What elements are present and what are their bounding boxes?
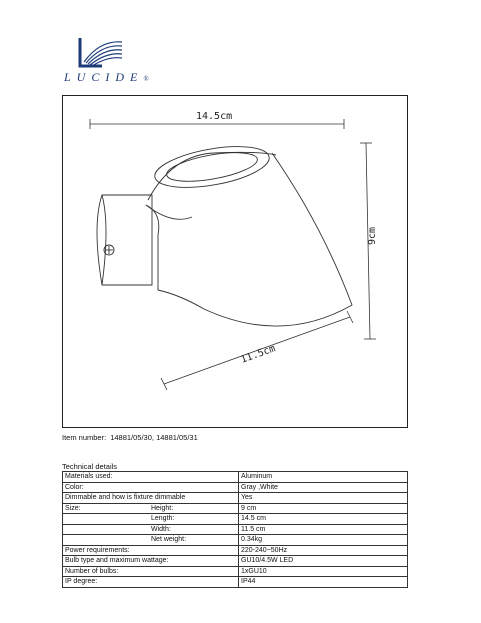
product-drawing — [62, 95, 408, 428]
logo-mark — [80, 38, 122, 66]
row-label — [63, 514, 239, 525]
depth-label: 11.5cm — [239, 343, 277, 366]
depth-dimension — [161, 311, 353, 390]
table-row — [63, 545, 408, 556]
table-row — [63, 556, 408, 567]
height-label: 9cm — [367, 226, 378, 245]
row-label: Materials used: — [63, 472, 239, 483]
length-label: 14.5cm — [196, 111, 233, 122]
item-number-label: Item number: — [62, 433, 107, 442]
row-group-label — [65, 535, 151, 544]
table-row — [63, 493, 408, 504]
row-value: 1xGU10 — [239, 566, 408, 577]
row-value: GU10/4.5W LED — [239, 556, 408, 567]
row-label: IP degree: — [63, 577, 239, 588]
row-sub-label: Width: — [151, 525, 171, 533]
row-value: 9 cm — [239, 503, 408, 514]
length-dimension — [90, 111, 344, 129]
row-value: IP44 — [239, 577, 408, 588]
row-value: 0.34kg — [239, 535, 408, 546]
row-label: Number of bulbs: — [63, 566, 239, 577]
height-dimension — [360, 143, 378, 339]
table-row — [63, 482, 408, 493]
row-label: Bulb type and maximum wattage: — [63, 556, 239, 567]
table-row — [63, 472, 408, 483]
lamp-shade — [146, 139, 352, 326]
item-number — [62, 433, 202, 442]
tech-details-table — [62, 471, 408, 588]
table-row — [63, 503, 408, 514]
row-label — [63, 535, 239, 546]
row-group-label — [65, 525, 151, 534]
brand-name: LUCIDE® — [64, 70, 149, 84]
item-number-value: 14881/05/30, 14881/05/31 — [110, 433, 198, 442]
wall-mount — [97, 195, 152, 285]
table-row — [63, 535, 408, 546]
row-label — [63, 524, 239, 535]
row-value: 14.5 cm — [239, 514, 408, 525]
row-sub-label: Height: — [151, 504, 174, 512]
row-label — [63, 503, 239, 514]
row-sub-label: Length: — [151, 515, 175, 523]
table-row — [63, 524, 408, 535]
row-value: Gray ,White — [239, 482, 408, 493]
row-value: Yes — [239, 493, 408, 504]
row-value: Aluminum — [239, 472, 408, 483]
row-label: Color: — [63, 482, 239, 493]
table-row — [63, 514, 408, 525]
table-row — [63, 577, 408, 588]
tech-details-title: Technical details — [62, 462, 118, 471]
row-value: 220-240~50Hz — [239, 545, 408, 556]
row-group-label — [65, 514, 151, 523]
row-value: 11.5 cm — [239, 524, 408, 535]
row-label: Power requirements: — [63, 545, 239, 556]
table-row — [63, 566, 408, 577]
row-label: Dimmable and how is fixture dimmable — [63, 493, 239, 504]
row-group-label: Size: — [65, 504, 81, 512]
row-sub-label: Net weight: — [151, 536, 187, 544]
